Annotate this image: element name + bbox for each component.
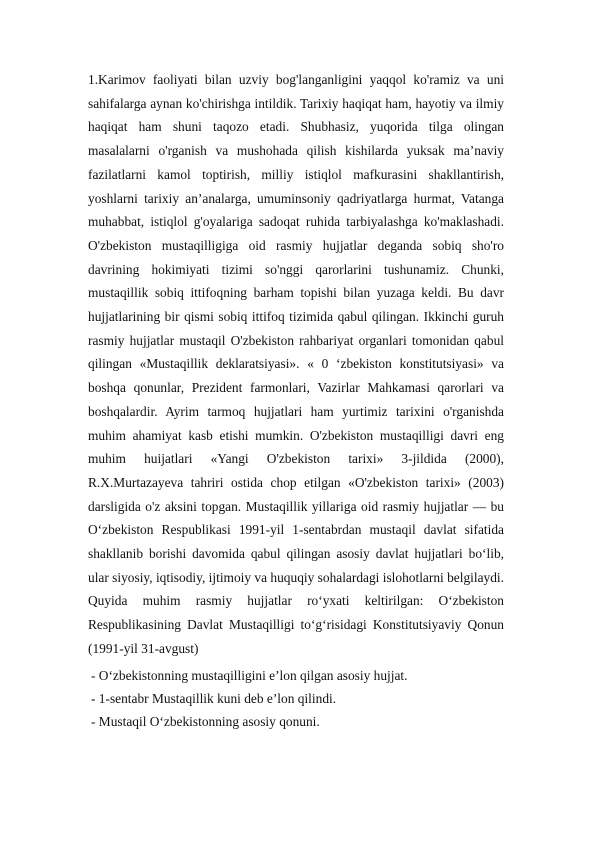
list-item: - O‘zbekistonning mustaqilligini e’lon qilgan asosiy hujjat. bbox=[91, 667, 408, 683]
list-item: - 1-sentabr Mustaqillik kuni deb e’lon qilindi. bbox=[91, 690, 337, 706]
body-paragraph: 1.Karimov faoliyati bilan uzviy bog'langanligini yaqqol ko'ramiz va uni sahifalarga aynan ko'chirishga intildik. Tarixiy haqiqat ham, hayotiy va ilmiy haqiqat ham shuni taqozo etadi. Shubhasiz, yuqorida tilga olingan masalalarni o'rganish va mushohada qilish kishilarda yuksak ma’naviy fazilatlarni kamol toptirish, milliy istiqlol mafkurasini shakllantirish, yoshlarni tarixiy an’analarga, umuminsoniy qadriyatlarga hurmat, Vatanga muhabbat, istiqlol g'oyalariga sadoqat ruhida tarbiyalashga ko'maklashadi. O'zbekiston mustaqilligiga oid rasmiy hujjatlar deganda sobiq sho'ro davrining hokimiyati tizimi so'nggi qarorlarini tushunamiz. Chunki, mustaqillik sobiq ittifoqning barham topishi bilan yuzaga keldi. Bu davr hujjatlarining bir qismi sobiq ittifoq tizimida qabul qilingan. Ikkinchi guruh rasmiy hujjatlar mustaqil O'zbekiston rahbariyat organlari tomonidan qabul qilingan «Mustaqillik deklaratsiyasi». « 0 ‘zbekiston konstitutsiyasi» va boshqa qonunlar, Prezident farmonlari, Vazirlar Mahkamasi qarorlari va boshqalardir. Ayrim tarmoq hujjatlari ham yurtimiz tarixini o'rganishda muhim ahamiyat kasb etishi mumkin. O'zbekiston mustaqilligi davri eng muhim huijatlari «Yangi O'zbekiston tarixi» 3-jildida (2000), R.X.Murtazayeva tahriri ostida chop etilgan «O'zbekiston tarixi» (2003) darsligida o'z aksini topgan. Mustaqillik yillariga oid rasmiy hujjatlar — bu O‘zbekiston Respublikasi 1991-yil 1-sentabrdan mustaqil davlat sifatida shakllanib borishi davomida qabul qilingan asosiy davlat hujjatlari bo‘lib, ular siyosiy, iqtisodiy, ijtimoiy va huquqiy sohalardagi islohotlarni belgilaydi. Quyida muhim rasmiy hujjatlar ro‘yxati keltirilgan: O‘zbekiston Respublikasining Davlat Mustaqilligi to‘g‘risidagi Konstitutsiyaviy Qonun (1991-yil 31-avgust) bbox=[88, 72, 504, 656]
list-item: - Mustaqil O‘zbekistonning asosiy qonuni. bbox=[91, 713, 320, 729]
document-page bbox=[88, 68, 504, 733]
bullet-list bbox=[88, 664, 504, 733]
